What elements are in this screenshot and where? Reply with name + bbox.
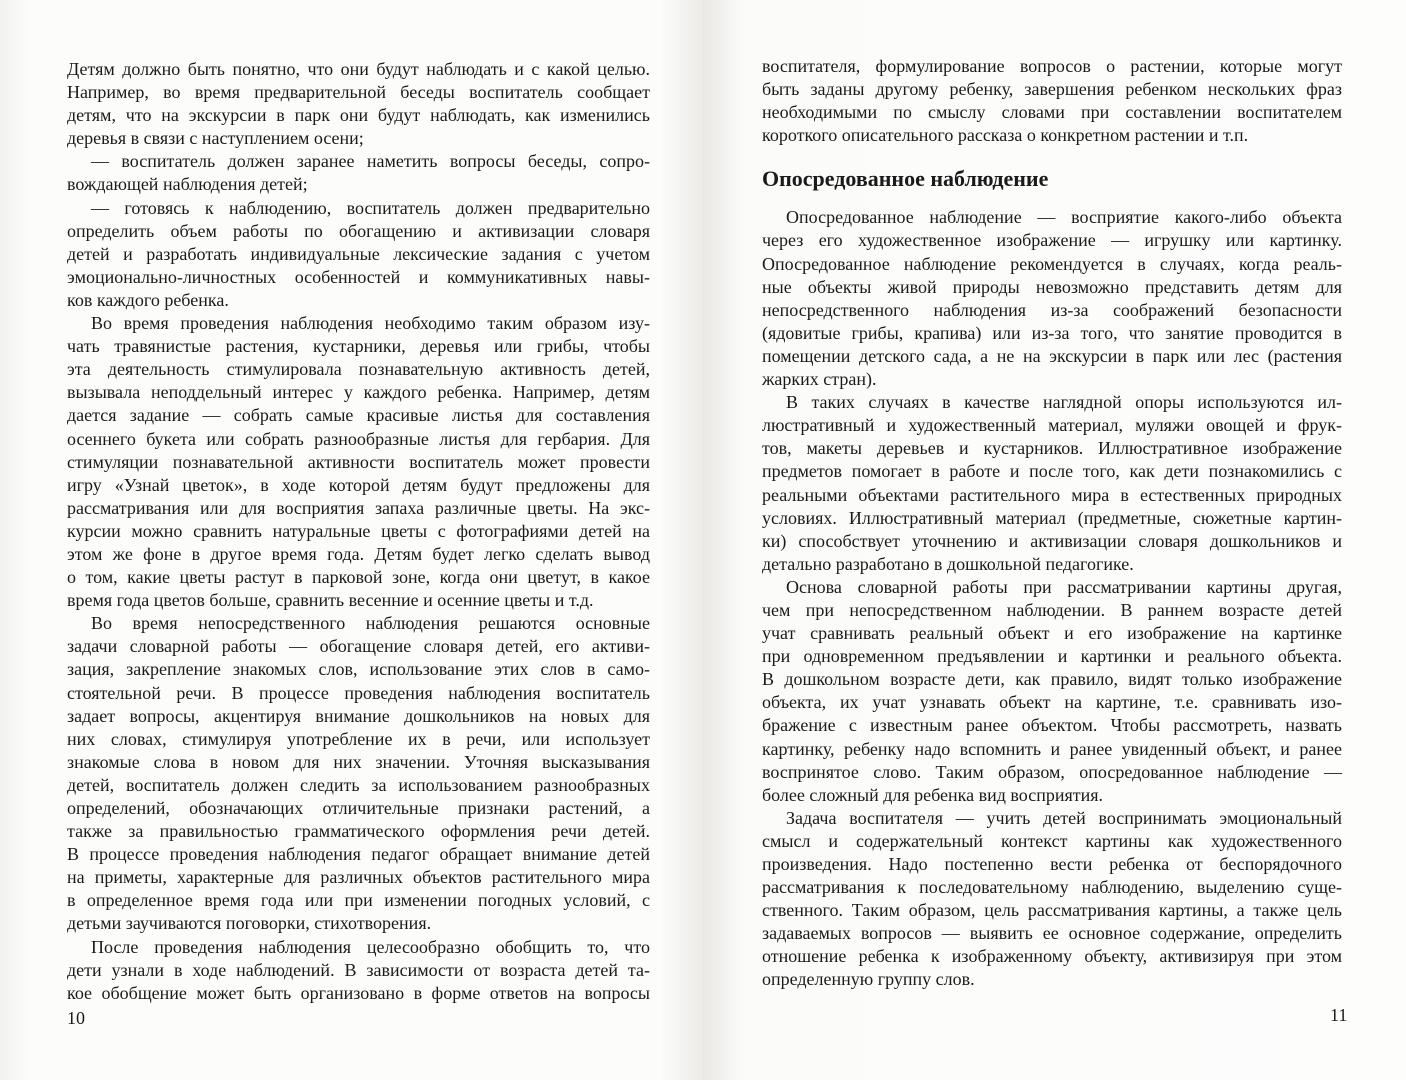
text-line: тов, макеты деревьев и кустарников. Иллюстративное изображение: [762, 438, 1342, 459]
text-line: ков каждого ребенка.: [67, 289, 229, 310]
text-line: о том, какие цветы растут в парковой зоне, когда они цветут, в какое: [67, 567, 650, 588]
text-line: В дошкольном возрасте дети, как правило, видят только изображение: [762, 669, 1342, 690]
text-line: дается задание — собрать самые красивые листья для составления: [67, 405, 650, 426]
text-line: стоятельной речи. В процессе проведения наблюдения воспитатель: [67, 682, 650, 703]
text-line: задаваемых вопросов — выявить ее основное содержание, определить: [762, 923, 1342, 944]
text-line: — готовясь к наблюдению, воспитатель должен предварительно: [91, 197, 650, 218]
text-line: условиях. Иллюстративный материал (предметные, сюжетные картин-: [762, 507, 1342, 528]
text-line: чем при непосредственном наблюдении. В раннем возрасте детей: [762, 599, 1342, 620]
text-line: В таких случаях в качестве наглядной опоры используются ил-: [786, 392, 1342, 413]
text-line: игру «Узнай цветок», в ходе которой детям будут предложены для: [67, 474, 650, 495]
text-line: Во время непосредственного наблюдения решаются основные: [91, 613, 650, 634]
text-line: воспринятое слово. Таким образом, опосредованное наблюдение —: [762, 761, 1342, 782]
text-line: детально разработано в дошкольной педагогике.: [762, 553, 1134, 574]
text-line: них словах, стимулируя употребление их в речи, или использует: [67, 728, 650, 749]
text-line: через его художественное изображение — игрушку или картинку.: [762, 230, 1342, 251]
text-line: чать травянистые растения, кустарники, деревья или грибы, чтобы: [67, 336, 650, 357]
text-line: ственного. Таким образом, цель рассматривания картины, а также цель: [762, 900, 1342, 921]
text-line: определений, обозначающих отличительные признаки растений, а: [67, 798, 650, 818]
text-line: (ядовитые грибы, крапива) или из-за того, что занятие проводится в: [762, 322, 1342, 343]
text-line: кое обобщение может быть организовано в форме ответов на вопросы: [67, 982, 650, 1003]
text-line: воспитателя, формулирование вопросов о растении, которые могут: [762, 56, 1342, 76]
text-line: детей и разработать индивидуальные лексические задания с учетом: [67, 243, 650, 264]
text-line: быть заданы другому ребенку, завершения ребенком нескольких фраз: [762, 79, 1342, 100]
text-line: задачи словарной работы — обогащение словаря детей, его активи-: [67, 636, 650, 657]
text-line: произведения. Надо постепенно вести ребенка от беспорядочного: [762, 854, 1342, 874]
text-line: Детям должно быть понятно, что они будут наблюдать и с какой целью.: [67, 59, 650, 79]
text-line: рассматривания или для восприятия запаха различные цветы. На экс-: [67, 497, 650, 518]
continued-paragraph: [762, 55, 1342, 147]
text-line: В процессе проведения наблюдения педагог обращает внимание детей: [67, 844, 650, 865]
text-line: эта деятельность стимулировала познавательную активность детей,: [67, 359, 650, 380]
text-line: определенную группу слов.: [762, 969, 975, 990]
text-line: задает вопросы, акцентируя внимание дошкольников на новых для: [67, 705, 650, 726]
text-line: определить объем работы по обогащению и активизации словаря: [67, 220, 650, 241]
page-number: 11: [1330, 1005, 1348, 1025]
text-line: курсии можно сравнить натуральные цветы с фотографиями детей на: [67, 520, 650, 541]
text-line: зация, закрепление знакомых слов, использование этих слов в само-: [67, 659, 650, 680]
text-line: непосредственного наблюдения из-за соображений безопасности: [762, 299, 1342, 320]
text-line: необходимыми по смыслу словами при составлении воспитателем: [762, 102, 1342, 123]
text-line: картинку, ребенку надо вспомнить и ранее увиденный объект, и ранее: [762, 738, 1342, 759]
text-line: рассматривания к последовательному наблюдению, выделению суще-: [762, 877, 1342, 898]
text-line: также за правильностью грамматического оформления речи детей.: [67, 821, 650, 842]
right-page-text: [762, 55, 1342, 992]
text-line: отношение ребенка к изображенному объекту, активизируя при этом: [762, 946, 1342, 967]
text-line: учат сравнивать реальный объект и его изображение на картинке: [762, 623, 1342, 644]
text-line: После проведения наблюдения целесообразно обобщить то, что: [91, 936, 650, 957]
text-line: ки) способствует уточнению и активизации словаря дошкольников и: [762, 530, 1342, 551]
text-line: Во время проведения наблюдения необходимо таким образом изу-: [91, 313, 650, 334]
text-line: более сложный для ребенка вид восприятия.: [762, 784, 1104, 805]
text-line: при одновременном предъявлении и картинки и реального объекта.: [762, 646, 1342, 667]
section-body: [762, 206, 1342, 991]
text-line: смысл и содержательный контекст картины как художественного: [762, 830, 1342, 851]
text-line: вызывала неподдельный интерес у каждого ребенка. Например, детям: [67, 382, 650, 403]
text-line: Опосредованное наблюдение — восприятие какого-либо объекта: [786, 207, 1342, 228]
text-line: Основа словарной работы при рассматривании картины другая,: [786, 576, 1342, 597]
right-page: [703, 0, 1406, 1080]
text-line: на приметы, характерные для различных объектов растительного мира: [67, 867, 650, 888]
left-page-text: [67, 58, 650, 1005]
text-line: эмоционально-личностных особенностей и коммуникативных навы-: [67, 266, 650, 287]
text-line: Задача воспитателя — учить детей воспринимать эмоциональный: [786, 807, 1342, 828]
text-line: ные объекты живой природы невозможно представить детям для: [762, 276, 1342, 297]
text-line: люстративный и художественный материал, муляжи овощей и фрук-: [762, 415, 1342, 436]
text-line: жарких стран).: [762, 369, 877, 390]
text-line: детей, воспитатель должен следить за использованием разнообразных: [67, 774, 650, 795]
text-line: вождающей наблюдения детей;: [67, 174, 308, 195]
page-number: 10: [67, 1008, 85, 1028]
text-line: осеннего букета или собрать разнообразные листья для гербария. Для: [67, 428, 650, 449]
section-heading: Опосредованное наблюдение: [762, 166, 1049, 192]
text-line: детям, что на экскурсии в парк они будут наблюдать, как изменились: [67, 105, 650, 126]
text-line: короткого описательного рассказа о конкретном растении и т.п.: [762, 125, 1249, 146]
text-line: знакомые слова в новом для них значении. Уточняя высказывания: [67, 751, 650, 772]
text-line: Например, во время предварительной беседы воспитатель сообщает: [67, 82, 650, 103]
text-line: этом же фоне в другое время года. Детям будет легко сделать вывод: [67, 543, 650, 564]
text-line: стимуляции познавательной активности воспитатель может провести: [67, 451, 650, 472]
text-line: бражение с известным ранее объектом. Чтобы рассмотреть, назвать: [762, 715, 1342, 736]
text-line: помещении детского сада, а не на экскурсии в парк или лес (растения: [762, 345, 1342, 366]
text-line: деревья в связи с наступлением осени;: [67, 128, 364, 149]
text-line: в определенное время года или при изменении погодных условий, с: [67, 890, 650, 911]
text-line: предметов помогает в работе и после того, как дети познакомились с: [762, 461, 1342, 482]
text-line: — воспитатель должен заранее наметить вопросы беседы, сопро-: [91, 151, 650, 172]
text-line: объекта, их учат узнавать объект на картине, т.е. сравнивать изо-: [762, 692, 1342, 713]
text-line: дети узнали в ходе наблюдений. В зависимости от возраста детей та-: [67, 959, 650, 980]
text-line: детьми заучиваются поговорки, стихотворения.: [67, 913, 432, 934]
text-line: реальными объектами растительного мира в естественных природных: [762, 484, 1342, 505]
text-line: Опосредованное наблюдение рекомендуется в случаях, когда реаль-: [762, 253, 1342, 274]
text-line: время года цветов больше, сравнить весенние и осенние цветы и т.д.: [67, 590, 594, 611]
